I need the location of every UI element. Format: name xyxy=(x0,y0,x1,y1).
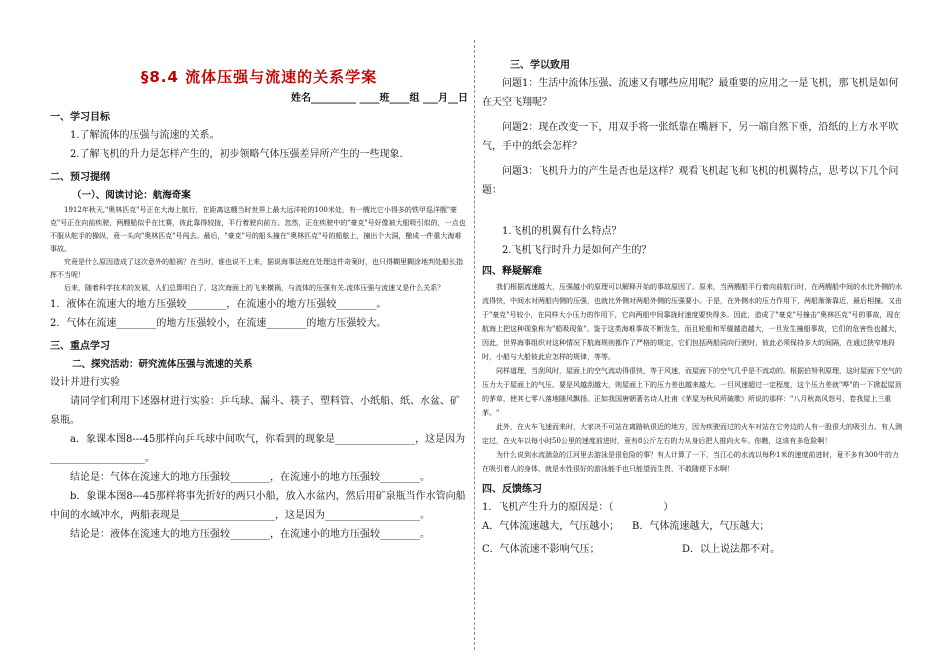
question-item: 问题1：生活中流体压强、流速又有哪些应用呢？最重要的应用之一是飞机，那飞机是如何在天空飞翔呢？ xyxy=(482,78,899,108)
section-learning-goals: 一、学习目标 xyxy=(50,112,110,123)
option-a: A．气体流速越大，气压越小； xyxy=(482,521,620,532)
options-row xyxy=(482,517,904,536)
explain-paragraph: 此外，在火车飞速而来时，大家决不可站在离路轨很近的地方，因为疾驶而过的火车对站在它旁边的人有一股很大的吸引力。有人测定过，在火车以每小时50公里的速度前进时，竟有8公斤左右的力从身后把人推向火车。你瞧，这该有多危险啊！ xyxy=(482,423,902,445)
question-item: 问题3：飞机升力的产生是否也是这样？观看飞机起飞和飞机的机翼特点，思考以下几个问题： xyxy=(482,166,899,196)
story-paragraph: 究竟是什么原因造成了这次意外的船祸？在当时，谁也说不上来，据说海事法庭在处理这件奇案时，也只得糊里糊涂地判处船长指挥不当呢！ xyxy=(50,258,463,279)
experiment-line: a．象课本图8---45那样向乒乓球中间吹气，你看到的现象是________________，这是因为___________________。 xyxy=(50,434,466,464)
preview-question: 1．液体在流速大的地方压强较________，在流速小的地方压强较________。 xyxy=(50,299,387,310)
section-preview-outline: 二、预习提纲 xyxy=(50,172,110,183)
conclusion-line: 结论是：气体在流速大的地方压强较________，在流速小的地方压强较________。 xyxy=(70,472,430,483)
left-column xyxy=(50,58,468,544)
page-title: §8.4 流体压强与流速的关系学案 xyxy=(140,68,378,86)
sub-question: 2.飞机飞行时升力是如何产生的？ xyxy=(502,245,652,256)
option-c: C．气体流速不影响气压； xyxy=(482,544,600,555)
section-explain: 四、释疑解难 xyxy=(482,266,542,277)
feedback-question: 1．飞机产生升力的原因是：（ ） xyxy=(482,502,674,513)
right-column xyxy=(482,52,904,559)
experiment-line: 请同学们利用下述器材进行实验：乒乓球、漏斗、筷子、塑料管、小纸船、纸、水盆、矿泉瓶。 xyxy=(50,396,460,426)
section-apply: 三、学以致用 xyxy=(510,60,570,71)
story-paragraph: 后来，随着科学技术的发展，人们总算明白了，这次海面上的飞来横祸，与流体的压强有关.流体压强与流速又是什么关系？ xyxy=(64,284,445,292)
story-paragraph: 1912年秋天,"奥林匹克"号正在大海上航行，在距离这艘当时世界上最大远洋轮的100米处，有一艘比它小得多的铁甲巡洋舰"豪克"号正在向前疾驶，两艘船似乎在比赛，彼此靠得较拢，平行着驶向前方。忽然，正在疾驶中的"豪克"号好像被大船吸引似的，一点也不服从舵手的操纵，竟一头向"奥林匹克"号闯去。最后，"豪克"号的船头撞在"奥林匹克"号的船舷上，撞出个大洞，酿成一件重大海难事故。 xyxy=(50,206,466,253)
option-b: B．气体流速越大，气压越大； xyxy=(632,521,770,532)
experiment-line: b．象课本图8---45那样将事先折好的两只小船，放入水盆内，然后用矿泉瓶当作水管向船中间的水域冲水，两船表现是___________________，这是因为___________________。 xyxy=(50,491,466,521)
conclusion-line: 结论是：液体在流速大的地方压强较________，在流速小的地方压强较________。 xyxy=(70,529,430,540)
explain-paragraph: 为什么说到水流湍急的江河里去游泳是很危险的事？有人计算了一下，当江心的水流以每秒1米的速度前进时，竟不多有300牛的力在吸引着人的身体，就是水性很好的游泳能手也只能望而生畏，不敢随便下水啊！ xyxy=(482,451,899,473)
subsection-inquiry: 二、探究活动：研究流体压强与流速的关系 xyxy=(72,359,253,370)
section-feedback: 四、反馈练习 xyxy=(482,484,542,495)
options-row xyxy=(482,540,904,559)
explain-paragraph: 同样道理，当刮风时，屋面上的空气流动得很快，等于风速，而屋面下的空气几乎是不流动的。根据伯努利原理，这时屋面下空气的压力大于屋面上的气压。要是风越刮越大，则屋面上下的压力差也越来越大。一旦风速超过一定程度，这个压力差就"哗"的一下掀起屋顶的茅草，使其七零八落地随风飘扬。正如我国唐朝著名诗人杜甫《茅屋为秋风所破歌》所说的那样："八月秋高风怒号，卷我屋上三重茅。" xyxy=(482,367,902,417)
preview-question: 2．气体在流速________的地方压强较小，在流速________的地方压强较大。 xyxy=(50,318,387,329)
question-item: 问题2：现在改变一下，用双手将一张纸靠在嘴唇下，另一端自然下垂，沿纸的上方水平吹气，手中的纸会怎样？ xyxy=(482,122,899,152)
goal-item: 1.了解流体的压强与流速的关系。 xyxy=(70,130,220,141)
sub-question: 1.飞机的机翼有什么特点？ xyxy=(502,226,622,237)
name-line: 姓名_________ ____班____组 ___月__日 xyxy=(291,93,468,104)
explain-paragraph: 我们根据流速越大，压强越小的原理可以解释开始的事故原因了。原来，当两艘船平行着向前航行时，在两艘船中间的水比外侧的水流得快，中间水对两船内侧的压强，也就比外侧对两船外侧的压强要小。于是，在外侧水的压力作用下，两船渐渐靠近，最后相撞。又由于"豪克"号较小，在同样大小压力的作用下，它向两船中间靠拢时速度要快得多。因此，造成了"豪克"号撞击"奥林匹克"号的事故，现在航海上把这种现象称为"船吸现象"。鉴于这类海难事故不断发生，而且轮船和军舰越造越大，一旦发生撞船事故，它们的危害性也越大，因此，世界海事组织对这种情况下航海规则都作了严格的规定，它们包括两船同向行驶时，彼此必须保持多大的间隔，在通过狭窄地段时，小船与大船彼此应怎样的规律，等等。 xyxy=(482,283,902,361)
column-divider xyxy=(474,40,475,650)
option-d: D．以上说法都不对。 xyxy=(682,544,781,555)
goal-item: 2.了解飞机的升力是怎样产生的，初步领略气体压强差异所产生的一些现象. xyxy=(70,149,403,160)
experiment-line: 设计并进行实验 xyxy=(50,377,120,388)
section-key-learning: 三、重点学习 xyxy=(50,341,110,352)
subsection-reading: （一）、阅读讨论：航海奇案 xyxy=(72,190,191,201)
